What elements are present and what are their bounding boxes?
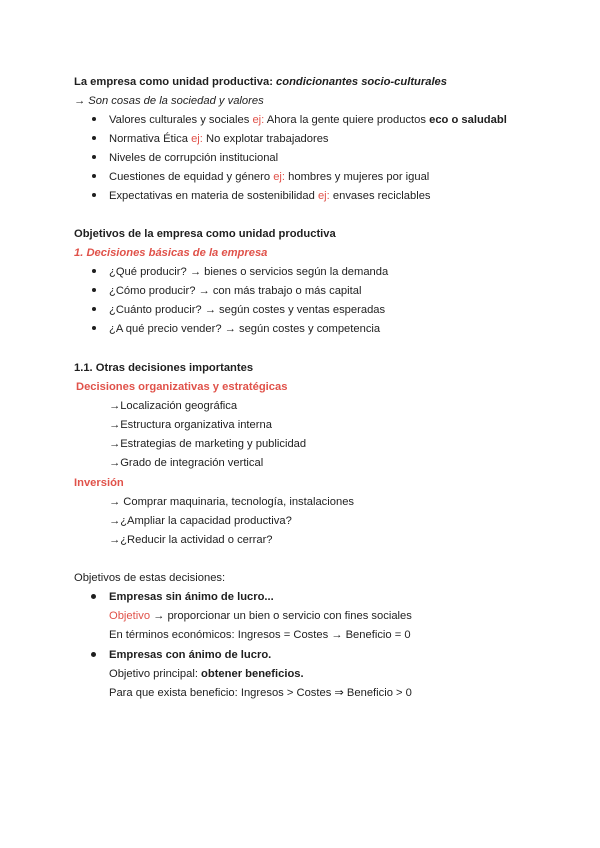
list-item: →Localización geográfica — [109, 400, 238, 412]
list-item: → Comprar maquinaria, tecnología, instalaciones — [109, 496, 355, 508]
list-item: ¿Qué producir? → bienes o servicios según la demanda — [109, 266, 389, 278]
nonprofit-title: Empresas sin ánimo de lucro... — [109, 591, 274, 603]
section1-title-bold: La empresa como unidad productiva: — [74, 76, 277, 88]
section2-title: Objetivos de la empresa como unidad productiva — [74, 228, 336, 240]
bullet-icon — [92, 307, 96, 311]
bullet-icon — [92, 288, 96, 292]
nonprofit-objective: Objetivo → proporcionar un bien o servicio con fines sociales — [109, 610, 412, 622]
bullet-icon — [92, 269, 96, 273]
list-item: →Grado de integración vertical — [109, 457, 264, 469]
bullet-icon — [91, 594, 96, 599]
list-item: Expectativas en materia de sostenibilidad ej: envases reciclables — [109, 190, 431, 202]
bullet-icon — [92, 174, 96, 178]
section2-subtitle: 1. Decisiones básicas de la empresa — [74, 247, 268, 259]
section4-intro: Objetivos de estas decisiones: — [74, 572, 226, 584]
list-item: →Estrategias de marketing y publicidad — [109, 438, 307, 450]
bullet-icon — [92, 136, 96, 140]
list-item: Normativa Ética ej: No explotar trabajadores — [109, 133, 329, 145]
profit-objective: Objetivo principal: obtener beneficios. — [109, 668, 304, 680]
section3-title: 1.1. Otras decisiones importantes — [74, 362, 254, 374]
section1-title-italic: condicionantes socio-culturales — [276, 76, 448, 88]
nonprofit-economics: En términos económicos: Ingresos = Costes → Beneficio = 0 — [109, 629, 411, 641]
bullet-icon — [91, 652, 96, 657]
list-item: ¿Cuánto producir? → según costes y ventas esperadas — [109, 304, 386, 316]
list-item: →¿Reducir la actividad o cerrar? — [109, 534, 273, 546]
list-item: →Estructura organizativa interna — [109, 419, 272, 431]
bullet-icon — [92, 193, 96, 197]
list-item: →¿Ampliar la capacidad productiva? — [109, 515, 292, 527]
bullet-icon — [92, 155, 96, 159]
list-item: Niveles de corrupción institucional — [109, 152, 279, 164]
bullet-icon — [92, 326, 96, 330]
list-item: Valores culturales y sociales ej: Ahora la gente quiere productos eco o saludabl — [109, 114, 507, 126]
profit-economics: Para que exista beneficio: Ingresos > Costes ⇒ Beneficio > 0 — [109, 687, 412, 699]
section1-subtitle: → Son cosas de la sociedad y valores — [74, 95, 264, 107]
list-item: ¿A qué precio vender? → según costes y competencia — [109, 323, 381, 335]
list-item: ¿Cómo producir? → con más trabajo o más capital — [109, 285, 362, 297]
section1-title — [74, 75, 447, 89]
bullet-icon — [92, 117, 96, 121]
org-heading: Decisiones organizativas y estratégicas — [76, 381, 288, 393]
profit-title: Empresas con ánimo de lucro. — [109, 649, 272, 661]
investment-heading: Inversión — [74, 477, 124, 489]
list-item: Cuestiones de equidad y género ej: hombres y mujeres por igual — [109, 171, 430, 183]
